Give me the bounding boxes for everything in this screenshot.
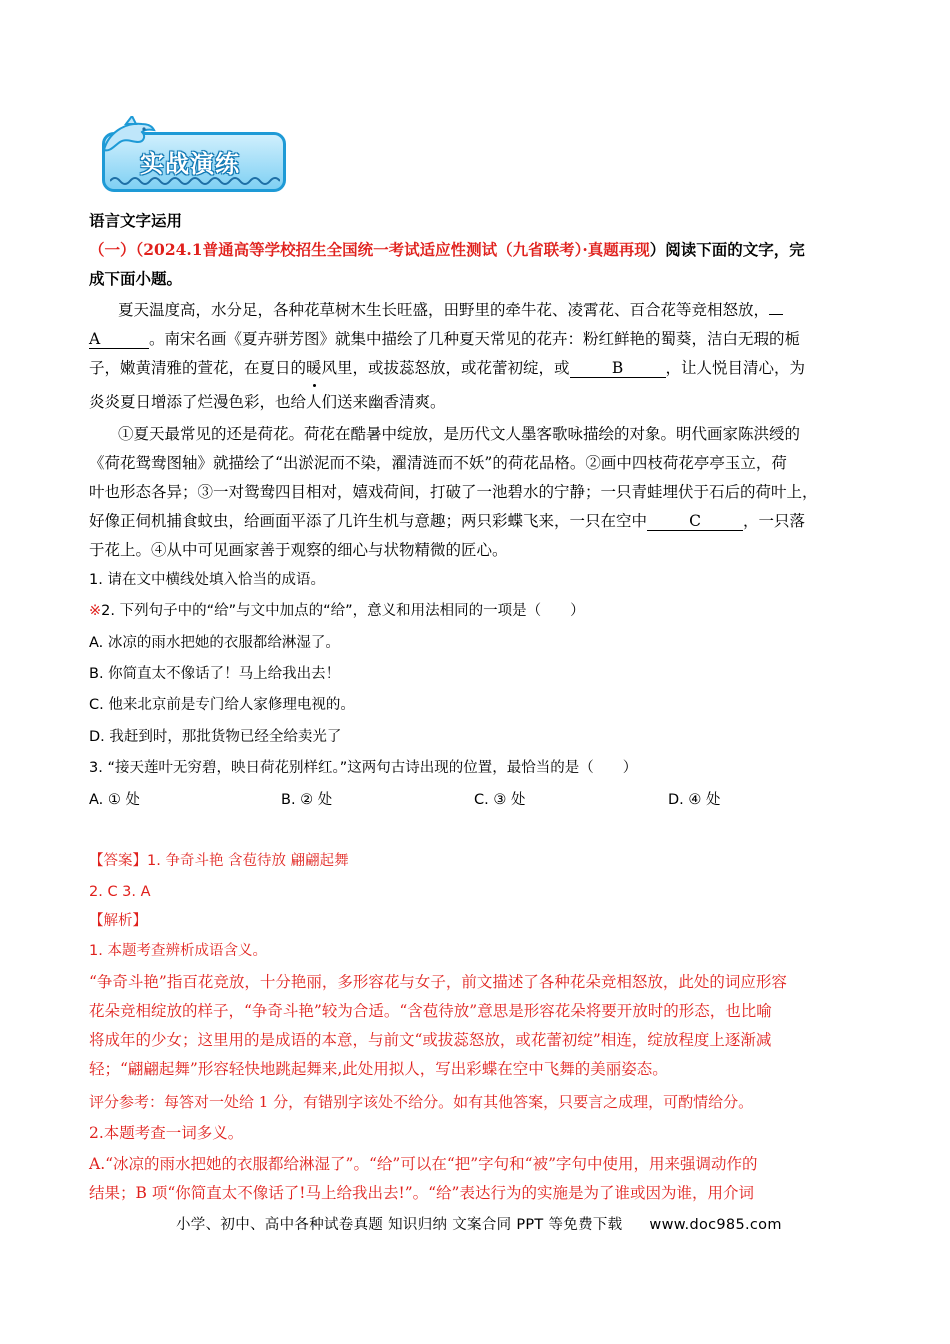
group-suffix: ）阅读下面的文字，完 bbox=[649, 240, 805, 259]
passage-text: 夏天温度高，水分足，各种花草树木生长旺盛，田野里的牵牛花、凌霄花、百合花等竞相怒放， bbox=[118, 301, 770, 319]
passage-text: 。南宋名画《夏卉骈芳图》就集中描绘了几种夏天常见的花卉：粉红鲜艳的蜀葵，洁白无瑕的栀 bbox=[149, 330, 801, 348]
explanation-1-line3: 将成年的少女；这里用的是成语的本意，与前文“或拔蕊怒放，或花蕾初绽”相连，绽放程度上逐渐减 bbox=[89, 1031, 772, 1049]
analysis-label: 【解析】 bbox=[89, 913, 147, 929]
question-3-option-a: A. ① 处 bbox=[89, 792, 140, 808]
question-3-option-c: C. ③ 处 bbox=[474, 792, 526, 808]
question-2-option-d: D. 我赶到时，那批货物已经全给卖光了 bbox=[89, 729, 342, 745]
emphasis-dot bbox=[313, 384, 316, 387]
question-3-option-b: B. ② 处 bbox=[281, 792, 333, 808]
passage-text: 好像正伺机捕食蚊虫，给画面平添了几许生机与意趣；两只彩蝶飞来，一只在空中 bbox=[89, 512, 648, 530]
group-prefix: （一）（ bbox=[89, 240, 144, 259]
explanation-1-line2: 花朵竞相绽放的样子，“争奇斗艳”较为合适。“含苞待放”意思是形容花朵将要开放时的形态，也比喻 bbox=[89, 1002, 772, 1020]
footer-url[interactable]: www.doc985.com bbox=[649, 1217, 782, 1233]
question-2-option-a: A. 冰凉的雨水把她的衣服都给淋湿了。 bbox=[89, 635, 340, 651]
explanation-1-title: 1. 本题考查辨析成语含义。 bbox=[89, 943, 267, 959]
answer-line-1 bbox=[89, 851, 349, 871]
question-group-header-line2: 成下面小题。 bbox=[89, 269, 183, 288]
question-2 bbox=[89, 601, 585, 621]
explanation-1-line4: 轻；“翩翩起舞”形容轻快地跳起舞来,此处用拟人，写出彩蝶在空中飞舞的美丽姿态。 bbox=[89, 1060, 668, 1078]
passage-p2-line3: 叶也形态各异；③一对鸳鸯四目相对，嬉戏荷间，打破了一池碧水的宁静；一只青蛙埋伏于石后的荷叶上， bbox=[89, 483, 818, 501]
banner-title: 实战演练 bbox=[140, 150, 240, 178]
passage-text: ，让人悦目清心，为 bbox=[665, 359, 806, 377]
passage-p2-line2: 《荷花鸳鸯图轴》就描绘了“出淤泥而不染，濯清涟而不妖”的荷花品格。②画中四枝荷花亭亭玉立，荷 bbox=[89, 454, 787, 472]
explanation-2-line1: A.“冰凉的雨水把她的衣服都给淋湿了”。“给”可以在“把”字句和“被”字句中使用，用来强调动作的 bbox=[89, 1155, 758, 1173]
answer-1: 1. 争奇斗艳 含苞待放 翩翩起舞 bbox=[147, 853, 349, 869]
scoring-reference: 评分参考：每答对一处给 1 分，有错别字该处不给分。如有其他答案，只要言之成理，可酌情给分。 bbox=[89, 1093, 754, 1111]
passage-p2-line1: ①夏天最常见的还是荷花。荷花在酷暑中绽放，是历代文人墨客歌咏描绘的对象。明代画家陈洪绶的 bbox=[118, 425, 801, 443]
blank-c: C bbox=[647, 512, 743, 531]
passage-p1-line3 bbox=[89, 358, 805, 378]
passage-text: 子，嫩黄清雅的萱花，在夏日的暖风里，或拔蕊怒放，或花蕾初绽，或 bbox=[89, 359, 570, 377]
passage-p1-line2 bbox=[89, 329, 800, 349]
group-source: 2024.1普通高等学校招生全国统一考试适应性测试（九省联考）·真题再现 bbox=[143, 240, 650, 259]
question-2-option-b: B. 你简直太不像话了！马上给我出去！ bbox=[89, 666, 341, 682]
question-3: 3. “接天莲叶无穷碧，映日荷花别样红。”这两句古诗出现的位置，最恰当的是（ ） bbox=[89, 760, 638, 776]
question-1: 1. 请在文中横线处填入恰当的成语。 bbox=[89, 572, 325, 588]
explanation-2-title: 2.本题考查一词多义。 bbox=[89, 1124, 244, 1142]
passage-p1-line1 bbox=[118, 300, 783, 320]
question-3-option-d: D. ④ 处 bbox=[668, 792, 721, 808]
question-2-option-c: C. 他来北京前是专门给人家修理电视的。 bbox=[89, 697, 355, 713]
passage-p1-line4: 炎炎夏日增添了烂漫色彩，也给人们送来幽香清爽。 bbox=[89, 393, 446, 411]
question-2-text: 2. 下列句子中的“给”与文中加点的“给”，意义和用法相同的一项是（ ） bbox=[101, 603, 585, 619]
blank-a: A bbox=[89, 330, 149, 349]
section-title: 语言文字运用 bbox=[89, 212, 183, 230]
passage-p2-line4 bbox=[89, 511, 805, 531]
answer-2-3: 2. C 3. A bbox=[89, 884, 151, 900]
footer-text: 小学、初中、高中各种试卷真题 知识归纳 文案合同 PPT 等免费下载 bbox=[176, 1217, 623, 1233]
explanation-2-line2: 结果；B 项“你简直太不像话了!马上给我出去!”。“给”表达行为的实施是为了谁或因为谁，用介词 bbox=[89, 1184, 754, 1202]
wave-decoration bbox=[110, 174, 280, 188]
footer bbox=[176, 1213, 782, 1234]
question-group-header bbox=[89, 240, 805, 260]
blank-b: B bbox=[570, 359, 666, 378]
passage-text: ，一只落 bbox=[743, 512, 806, 530]
question-2-mark: ※ bbox=[89, 603, 102, 619]
blank-a-start bbox=[769, 314, 783, 315]
answer-label: 【答案】 bbox=[89, 853, 147, 869]
passage-p2-line5: 于花上。④从中可见画家善于观察的细心与状物精微的匠心。 bbox=[89, 541, 508, 559]
practice-banner bbox=[98, 116, 292, 198]
explanation-1-line1: “争奇斗艳”指百花竞放，十分艳丽，多形容花与女子，前文描述了各种花朵竞相怒放，此处的词应形容 bbox=[89, 973, 787, 991]
